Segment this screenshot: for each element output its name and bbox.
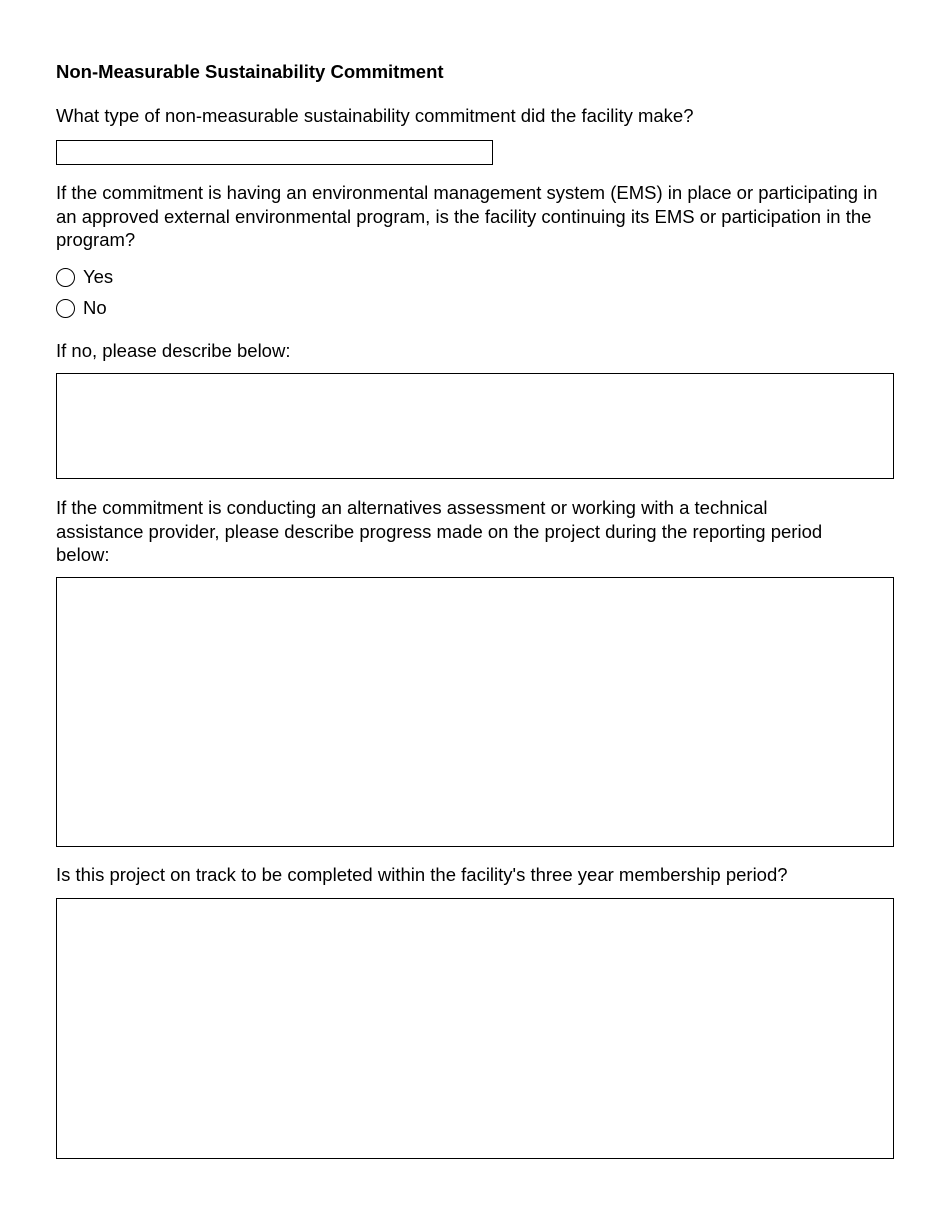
commitment-type-input[interactable]: [56, 140, 493, 165]
question-commitment-type: What type of non-measurable sustainability commitment did the facility make?: [56, 105, 694, 126]
radio-yes-circle[interactable]: [56, 268, 75, 287]
on-track-textarea[interactable]: [56, 898, 894, 1159]
radio-option-no[interactable]: [56, 297, 107, 319]
radio-option-yes[interactable]: [56, 266, 113, 288]
if-no-description-textarea[interactable]: [56, 373, 894, 479]
question-ems-continuing: If the commitment is having an environmental management system (EMS) in place or participating in an approved external environmental program, is the facility continuing its EMS or participation in the program?: [56, 182, 878, 250]
question-on-track: Is this project on track to be completed within the facility's three year membership period?: [56, 864, 788, 885]
question-progress: If the commitment is conducting an alternatives assessment or working with a technical assistance provider, please describe progress made on the project during the reporting period below:: [56, 497, 823, 565]
radio-no-label: No: [83, 297, 107, 318]
form-title: Non-Measurable Sustainability Commitment: [56, 61, 444, 82]
radio-yes-label: Yes: [83, 266, 114, 287]
radio-no-circle[interactable]: [56, 299, 75, 318]
progress-description-textarea[interactable]: [56, 577, 894, 847]
question-if-no: If no, please describe below:: [56, 340, 291, 361]
